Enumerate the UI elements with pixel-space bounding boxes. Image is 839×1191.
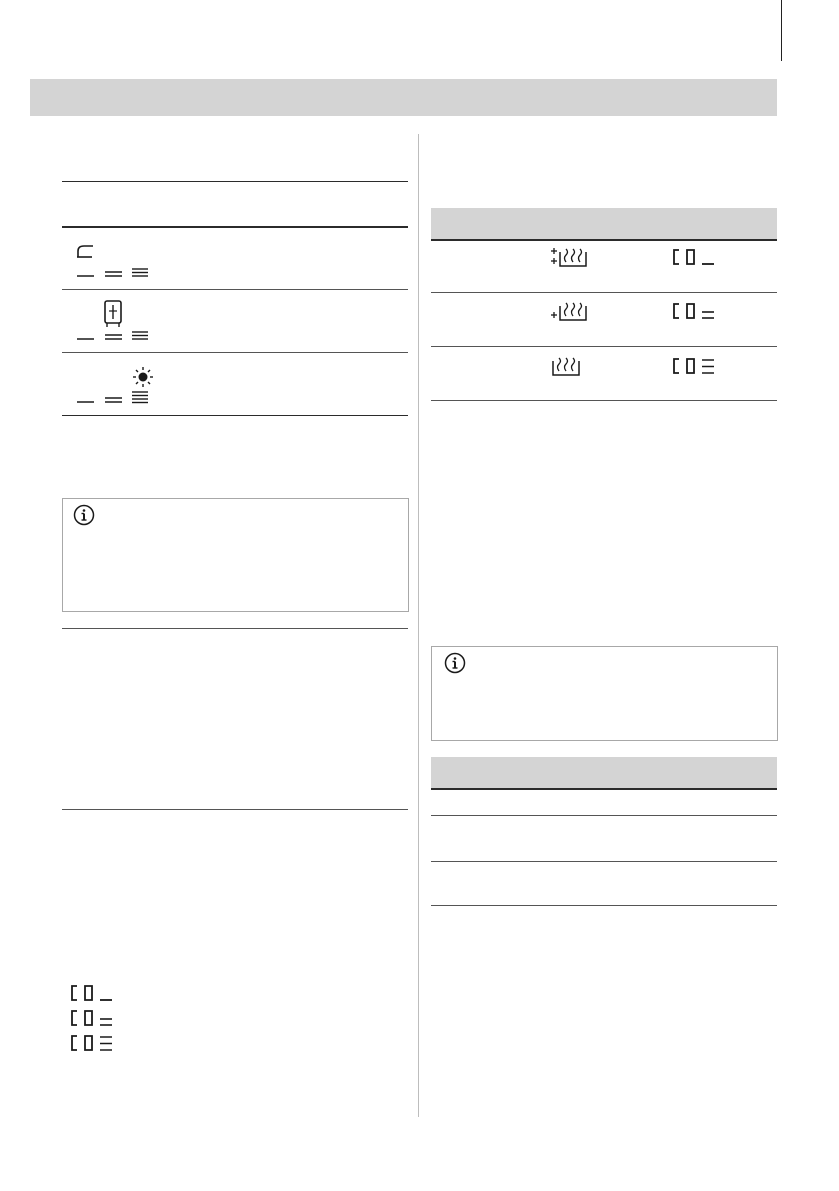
display-code-high <box>672 357 718 375</box>
table-top-rule <box>62 181 408 182</box>
info-icon <box>444 652 466 674</box>
section-header-bar <box>30 79 777 116</box>
crop-mark <box>781 0 782 61</box>
heat-plus-plus-icon <box>549 246 589 270</box>
section-rule <box>62 809 408 810</box>
light-bulb-icon <box>132 367 154 387</box>
row-rule <box>62 289 408 290</box>
table-header-rule <box>62 226 408 228</box>
level-high-icon <box>76 389 166 405</box>
display-code-high <box>70 1034 116 1052</box>
mode-table-bottom-rule <box>431 400 777 401</box>
row-rule <box>62 352 408 353</box>
column-divider <box>418 134 419 1117</box>
pan-icon <box>76 243 96 259</box>
display-code-mid <box>70 1009 116 1027</box>
pot-icon <box>102 300 126 328</box>
row-rule <box>431 292 777 293</box>
level-mid-icon <box>76 330 166 342</box>
row-rule <box>431 815 777 816</box>
display-code-low <box>70 984 116 1002</box>
row-rule <box>431 861 777 862</box>
info-note-box <box>431 646 778 741</box>
level-low-icon <box>76 267 166 279</box>
heat-plus-icon <box>549 300 589 324</box>
display-code-mid <box>672 302 718 320</box>
display-code-low <box>672 248 718 266</box>
table-bottom-rule <box>62 415 408 416</box>
info-icon <box>73 504 95 526</box>
second-table-header-rule <box>431 788 777 790</box>
mode-table-header-rule <box>431 239 777 241</box>
second-table-bottom-rule <box>431 905 777 906</box>
row-rule <box>431 346 777 347</box>
info-note-box <box>62 498 409 612</box>
section-rule <box>62 628 408 629</box>
second-table-header <box>431 757 777 788</box>
mode-table-header <box>431 208 777 239</box>
heat-icon <box>549 355 589 379</box>
